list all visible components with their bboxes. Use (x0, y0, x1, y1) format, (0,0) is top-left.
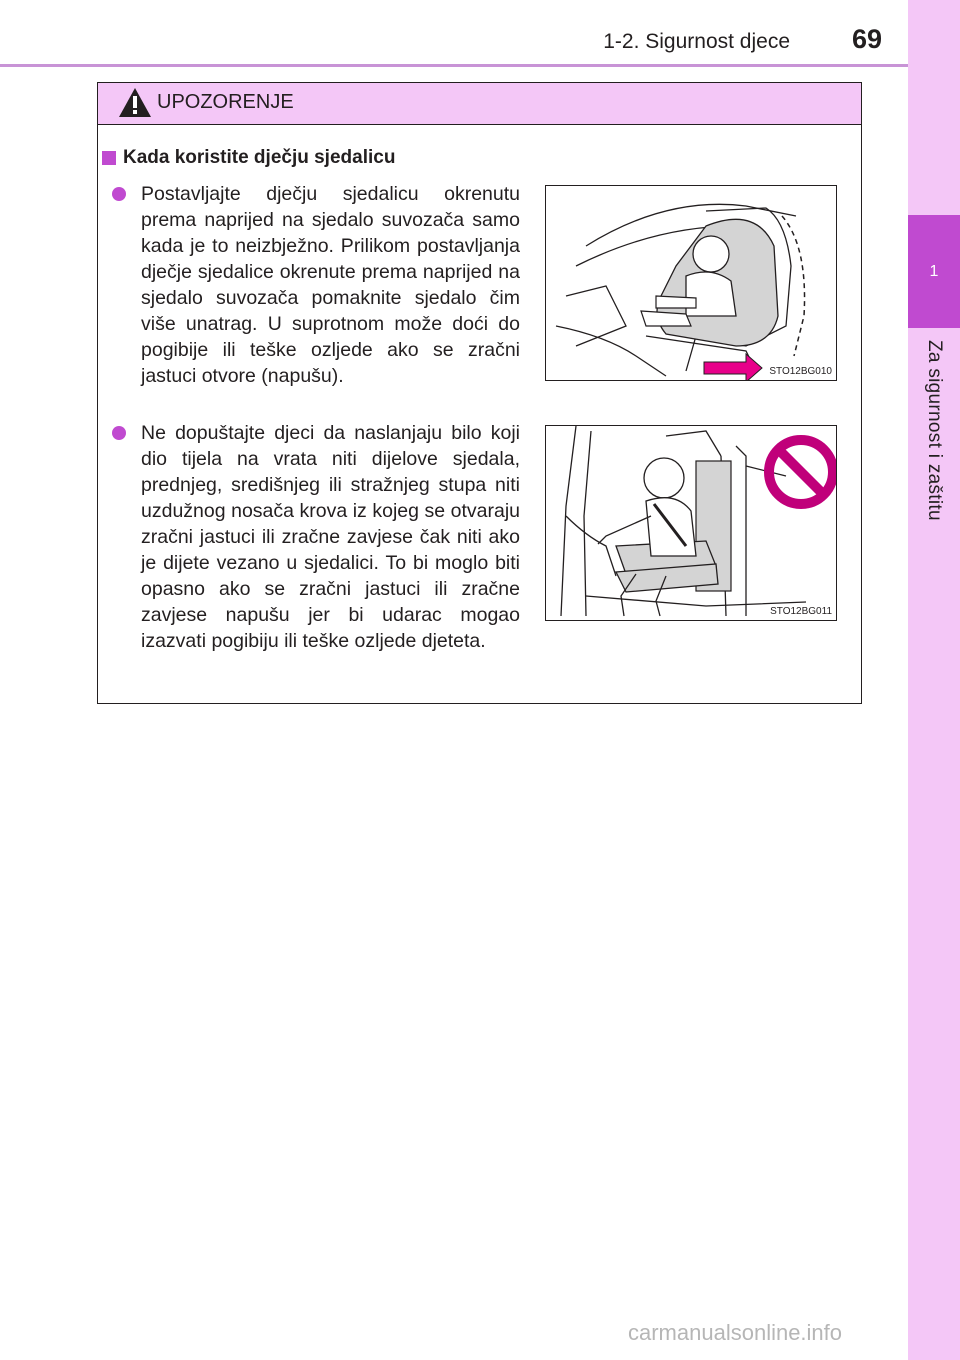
warning-header (98, 83, 861, 125)
warning-triangle-icon (118, 87, 152, 118)
section-title: 1-2. Sigurnost djece (603, 30, 790, 53)
child-on-booster-seat-drawing (546, 426, 836, 620)
square-bullet-icon (102, 151, 116, 165)
chapter-number-tab (908, 215, 960, 328)
child-leaning-illustration (545, 425, 837, 621)
warning-item (112, 420, 520, 654)
warning-label: UPOZORENJE (157, 91, 294, 113)
header-divider (0, 64, 908, 67)
watermark: carmanualsonline.info (628, 1320, 843, 1345)
chapter-number: 1 (929, 262, 939, 280)
section-heading (102, 147, 395, 169)
figure-code: STO12BG010 (769, 366, 832, 377)
warning-item (112, 181, 520, 389)
child-seat-illustration (545, 185, 837, 381)
warning-item-text: Ne dopuštajte djeci da naslanjaju bilo koji dio tijela na vrata niti dijelove sjedala, prednjeg, središnjeg ili stražnjeg stupa niti uzdužnog nosača krova iz kojeg se otvaraju zračni jastuci ili zračne zavjese čak niti ako je dijete vezano u sjedalici. To bi moglo biti opasno ako se zračni jastuci ili zračne zavjese napušu jer bi udarac mogao izazvati pogibiju ili teške ozljede djeteta. (141, 422, 520, 652)
round-bullet-icon (112, 426, 126, 440)
front-facing-child-seat-drawing (546, 186, 836, 380)
warning-box (97, 82, 862, 704)
chapter-title: Za sigurnost i zaštitu (924, 340, 945, 521)
warning-item-text: Postavljajte dječju sjedalicu okrenutu prema naprijed na sjedalo suvozača samo kada je to neizbježno. Prilikom postavljanja dječje sjedalice okrenute prema naprijed na sjedalo suvozača pomaknite sjedalo čim više unatrag. U suprotnom može doći do pogibije ili teške ozljede ako se zračni jastuci otvore (napušu). (141, 183, 520, 387)
round-bullet-icon (112, 187, 126, 201)
section-heading-text: Kada koristite dječju sjedalicu (123, 147, 396, 168)
chapter-side-tab (908, 0, 960, 1360)
figure-code: STO12BG011 (770, 606, 832, 617)
chapter-title-vertical (908, 340, 960, 590)
page-number: 69 (852, 24, 883, 54)
